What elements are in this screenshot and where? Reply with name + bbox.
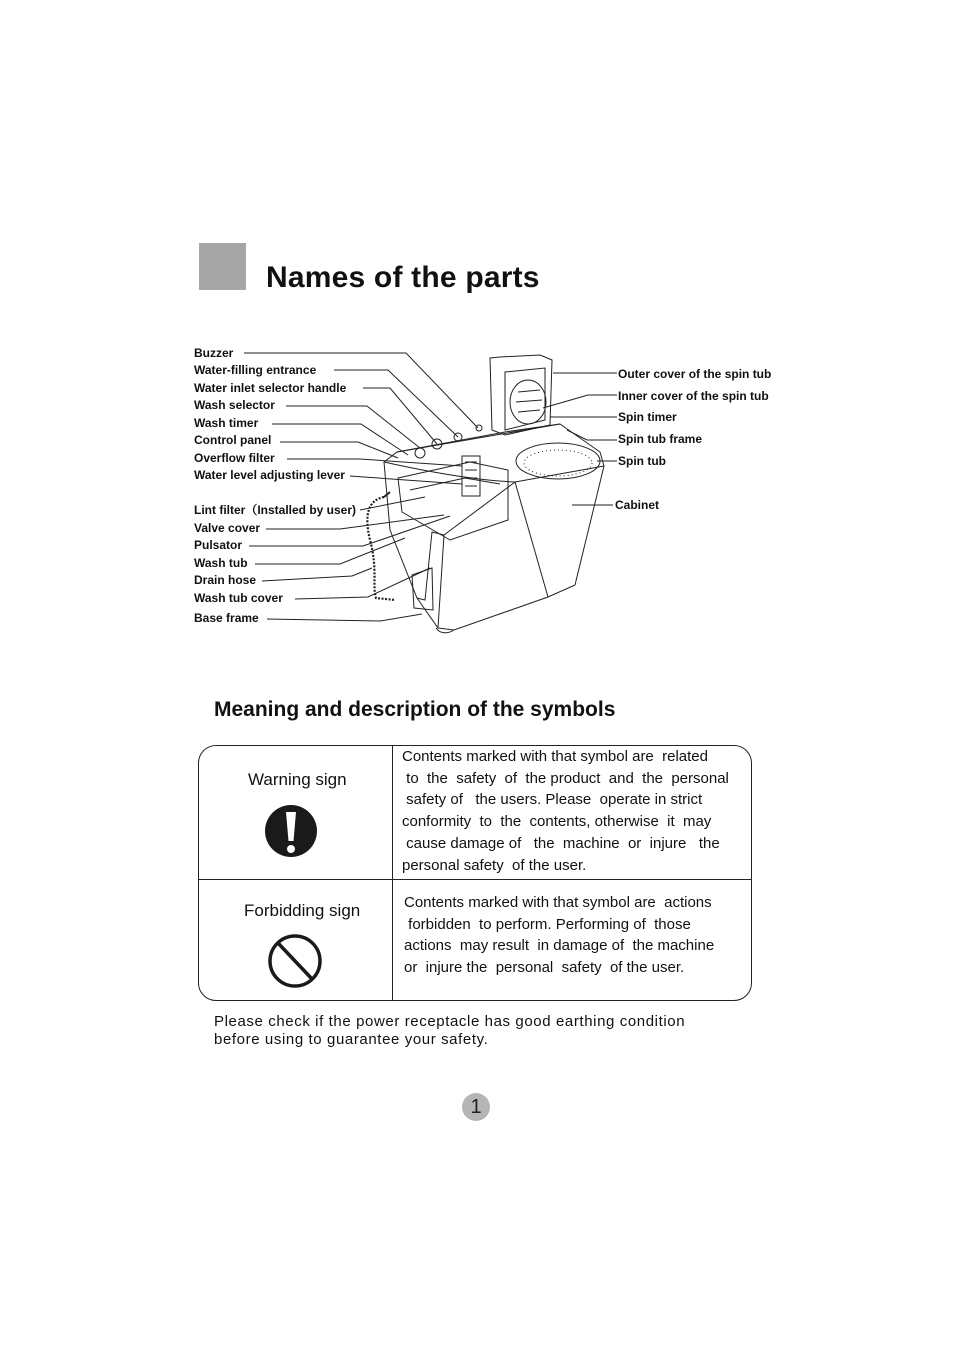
- part-label-wash-timer: Wash timer: [194, 416, 259, 430]
- leader-lint-filter: [360, 497, 425, 510]
- leader-overflow-filter: [287, 459, 462, 466]
- part-label-spin-tub: Spin tub: [618, 454, 666, 468]
- leader-pulsator: [249, 516, 450, 546]
- part-label-cabinet: Cabinet: [615, 498, 660, 512]
- leader-spin-tub-frame: [567, 430, 617, 440]
- exclamation-circle-icon: [264, 803, 318, 859]
- leader-water-filling: [334, 370, 458, 437]
- page-number: 1: [462, 1093, 490, 1121]
- leader-water-inlet: [363, 388, 437, 444]
- warning-sign-description: Contents marked with that symbol are related to the safety of the product and the personal safety of the users. Please operate in strict conformity to the contents, otherwise it may cause damage of the machine or injure the personal safety of the user.: [402, 748, 729, 874]
- spin-tub: [516, 443, 600, 479]
- part-label-pulsator: Pulsator: [194, 538, 243, 552]
- front-panel: [417, 532, 444, 628]
- prohibited-icon: [267, 932, 323, 990]
- drain-hose: [367, 497, 395, 600]
- top-rim: [384, 462, 604, 482]
- part-label-spin-timer: Spin timer: [618, 410, 677, 424]
- page-title: Names of the parts: [266, 261, 540, 294]
- leader-water-level: [350, 476, 462, 484]
- symbols-heading: Meaning and description of the symbols: [214, 698, 616, 721]
- leader-control-panel: [280, 442, 398, 458]
- knob-4: [476, 425, 482, 431]
- leader-base-frame: [267, 614, 422, 621]
- part-label-wash-tub: Wash tub: [194, 556, 248, 570]
- part-label-buzzer: Buzzer: [194, 346, 234, 360]
- table-divider-vertical: [392, 746, 393, 1000]
- part-label-spin-tub-frame: Spin tub frame: [618, 432, 703, 446]
- spin-tub-lid: [490, 355, 552, 435]
- part-label-water-inlet-selector-handle: Water inlet selector handle: [194, 381, 347, 395]
- knob-1: [415, 448, 425, 458]
- part-label-base-frame: Base frame: [194, 611, 259, 625]
- leader-wash-tub-cover: [295, 568, 430, 599]
- forbidding-sign-description: Contents marked with that symbol are actions forbidden to perform. Performing of those actions may result in damage of the machine or injure the personal safety of the user.: [404, 894, 715, 977]
- part-label-control-panel: Control panel: [194, 433, 272, 447]
- part-label-wash-tub-cover: Wash tub cover: [194, 591, 283, 605]
- part-label-outer-cover-spin-tub: Outer cover of the spin tub: [618, 367, 772, 381]
- forbidding-sign-label: Forbidding sign: [244, 901, 361, 920]
- part-label-water-level-adjusting-lever: Water level adjusting lever: [194, 468, 345, 482]
- part-label-wash-selector: Wash selector: [194, 398, 275, 412]
- leader-drain-hose: [262, 568, 372, 581]
- leader-inner-cover: [543, 395, 617, 408]
- leader-wash-tub: [255, 538, 405, 564]
- part-label-water-filling-entrance: Water-filling entrance: [194, 363, 317, 377]
- part-label-overflow-filter: Overflow filter: [194, 451, 275, 465]
- leader-wash-timer: [272, 424, 408, 455]
- table-divider-horizontal: [199, 879, 752, 880]
- part-label-inner-cover-spin-tub: Inner cover of the spin tub: [618, 389, 769, 403]
- part-label-lint-filter: Lint filter（Installed by user): [194, 503, 357, 517]
- earthing-note: Please check if the power receptacle has good earthing condition before using to guarantee your safety.: [214, 1013, 686, 1048]
- part-label-drain-hose: Drain hose: [194, 573, 257, 587]
- part-label-valve-cover: Valve cover: [194, 521, 261, 535]
- warning-sign-label: Warning sign: [248, 770, 347, 789]
